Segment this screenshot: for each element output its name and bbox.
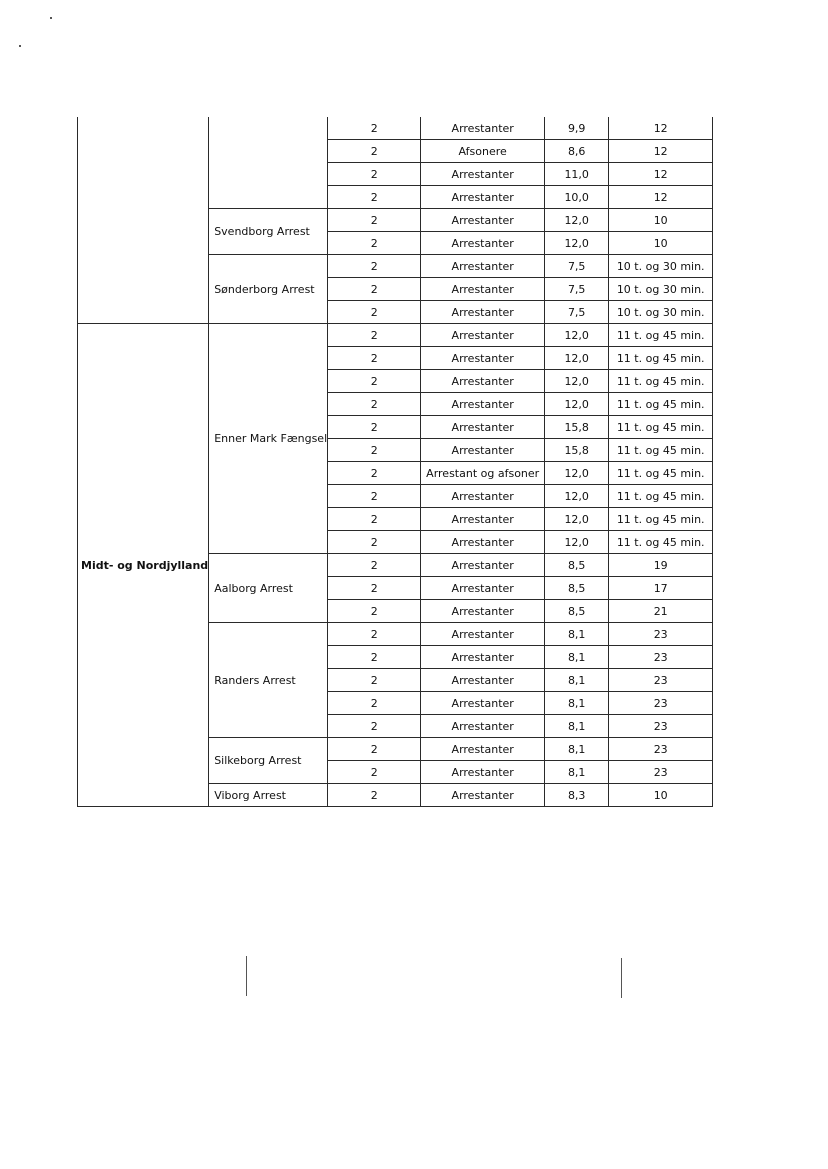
cell-hours: 21 — [609, 600, 713, 623]
cell-hours: 23 — [609, 646, 713, 669]
cell-hours: 11 t. og 45 min. — [609, 508, 713, 531]
cell-count: 2 — [328, 232, 421, 255]
cell-hours: 23 — [609, 761, 713, 784]
cell-hours: 19 — [609, 554, 713, 577]
cell-inmate-type: Arrestanter — [421, 600, 545, 623]
cell-hours: 10 t. og 30 min. — [609, 278, 713, 301]
cell-inmate-type: Arrestant og afsoner — [421, 462, 545, 485]
cell-count: 2 — [328, 301, 421, 324]
facility-name-cell: Randers Arrest — [209, 623, 328, 738]
cell-hours: 10 — [609, 209, 713, 232]
cell-count: 2 — [328, 278, 421, 301]
cell-inmate-type: Arrestanter — [421, 784, 545, 807]
cell-area: 8,6 — [545, 140, 609, 163]
cell-count: 2 — [328, 393, 421, 416]
cell-count: 2 — [328, 370, 421, 393]
facility-name-cell: Enner Mark Fængsel — [209, 324, 328, 554]
region-cell — [78, 117, 209, 324]
cell-hours: 23 — [609, 623, 713, 646]
cell-area: 15,8 — [545, 416, 609, 439]
cell-inmate-type: Arrestanter — [421, 485, 545, 508]
cell-count: 2 — [328, 623, 421, 646]
cell-hours: 10 t. og 30 min. — [609, 301, 713, 324]
cell-area: 10,0 — [545, 186, 609, 209]
cell-area: 8,1 — [545, 692, 609, 715]
cell-inmate-type: Afsonere — [421, 140, 545, 163]
cell-count: 2 — [328, 209, 421, 232]
facility-name-cell: Aalborg Arrest — [209, 554, 328, 623]
cell-area: 12,0 — [545, 209, 609, 232]
cell-inmate-type: Arrestanter — [421, 577, 545, 600]
cell-hours: 11 t. og 45 min. — [609, 393, 713, 416]
cell-hours: 12 — [609, 163, 713, 186]
cell-hours: 17 — [609, 577, 713, 600]
scan-speck — [19, 45, 21, 47]
cell-hours: 23 — [609, 669, 713, 692]
cell-area: 8,5 — [545, 600, 609, 623]
cell-inmate-type: Arrestanter — [421, 531, 545, 554]
cell-inmate-type: Arrestanter — [421, 301, 545, 324]
cell-area: 8,1 — [545, 669, 609, 692]
cell-inmate-type: Arrestanter — [421, 232, 545, 255]
cell-count: 2 — [328, 117, 421, 140]
cell-hours: 12 — [609, 140, 713, 163]
cell-hours: 23 — [609, 738, 713, 761]
cell-area: 8,1 — [545, 646, 609, 669]
region-cell: Midt- og Nordjylland — [78, 324, 209, 807]
cell-inmate-type: Arrestanter — [421, 278, 545, 301]
cell-area: 12,0 — [545, 232, 609, 255]
cell-inmate-type: Arrestanter — [421, 554, 545, 577]
facility-table — [77, 117, 713, 807]
cell-hours: 11 t. og 45 min. — [609, 416, 713, 439]
cell-hours: 23 — [609, 715, 713, 738]
cell-count: 2 — [328, 669, 421, 692]
scan-line-left — [246, 956, 247, 996]
cell-count: 2 — [328, 324, 421, 347]
cell-hours: 23 — [609, 692, 713, 715]
cell-hours: 11 t. og 45 min. — [609, 370, 713, 393]
cell-count: 2 — [328, 186, 421, 209]
cell-count: 2 — [328, 462, 421, 485]
facility-name-cell: Silkeborg Arrest — [209, 738, 328, 784]
cell-inmate-type: Arrestanter — [421, 117, 545, 140]
cell-count: 2 — [328, 485, 421, 508]
cell-hours: 12 — [609, 117, 713, 140]
cell-inmate-type: Arrestanter — [421, 416, 545, 439]
cell-inmate-type: Arrestanter — [421, 186, 545, 209]
cell-inmate-type: Arrestanter — [421, 646, 545, 669]
cell-area: 12,0 — [545, 531, 609, 554]
cell-inmate-type: Arrestanter — [421, 439, 545, 462]
cell-count: 2 — [328, 255, 421, 278]
cell-area: 12,0 — [545, 324, 609, 347]
cell-count: 2 — [328, 508, 421, 531]
cell-count: 2 — [328, 163, 421, 186]
cell-area: 8,1 — [545, 761, 609, 784]
cell-hours: 10 t. og 30 min. — [609, 255, 713, 278]
cell-count: 2 — [328, 646, 421, 669]
facility-name-cell: Svendborg Arrest — [209, 209, 328, 255]
scan-speck — [50, 17, 52, 19]
facility-name-cell: Sønderborg Arrest — [209, 255, 328, 324]
scan-line-right — [621, 958, 622, 998]
cell-inmate-type: Arrestanter — [421, 209, 545, 232]
cell-area: 8,5 — [545, 554, 609, 577]
cell-count: 2 — [328, 577, 421, 600]
cell-inmate-type: Arrestanter — [421, 669, 545, 692]
cell-inmate-type: Arrestanter — [421, 370, 545, 393]
cell-hours: 11 t. og 45 min. — [609, 485, 713, 508]
cell-count: 2 — [328, 531, 421, 554]
cell-inmate-type: Arrestanter — [421, 324, 545, 347]
cell-hours: 11 t. og 45 min. — [609, 439, 713, 462]
cell-area: 8,1 — [545, 715, 609, 738]
cell-inmate-type: Arrestanter — [421, 623, 545, 646]
cell-count: 2 — [328, 140, 421, 163]
cell-inmate-type: Arrestanter — [421, 761, 545, 784]
cell-inmate-type: Arrestanter — [421, 715, 545, 738]
cell-area: 7,5 — [545, 255, 609, 278]
cell-hours: 10 — [609, 232, 713, 255]
cell-count: 2 — [328, 416, 421, 439]
cell-area: 12,0 — [545, 485, 609, 508]
facility-name-cell — [209, 117, 328, 209]
cell-hours: 10 — [609, 784, 713, 807]
cell-hours: 11 t. og 45 min. — [609, 324, 713, 347]
cell-count: 2 — [328, 347, 421, 370]
facility-name-cell: Viborg Arrest — [209, 784, 328, 807]
cell-count: 2 — [328, 784, 421, 807]
cell-area: 12,0 — [545, 370, 609, 393]
cell-hours: 12 — [609, 186, 713, 209]
cell-area: 8,1 — [545, 738, 609, 761]
cell-count: 2 — [328, 439, 421, 462]
cell-hours: 11 t. og 45 min. — [609, 347, 713, 370]
cell-area: 12,0 — [545, 508, 609, 531]
cell-hours: 11 t. og 45 min. — [609, 462, 713, 485]
cell-area: 12,0 — [545, 393, 609, 416]
table-row — [78, 324, 713, 347]
cell-inmate-type: Arrestanter — [421, 692, 545, 715]
cell-count: 2 — [328, 761, 421, 784]
cell-area: 8,1 — [545, 623, 609, 646]
cell-area: 9,9 — [545, 117, 609, 140]
cell-inmate-type: Arrestanter — [421, 163, 545, 186]
cell-count: 2 — [328, 738, 421, 761]
cell-inmate-type: Arrestanter — [421, 347, 545, 370]
cell-area: 8,5 — [545, 577, 609, 600]
cell-area: 7,5 — [545, 301, 609, 324]
cell-hours: 11 t. og 45 min. — [609, 531, 713, 554]
cell-inmate-type: Arrestanter — [421, 393, 545, 416]
cell-area: 8,3 — [545, 784, 609, 807]
cell-inmate-type: Arrestanter — [421, 738, 545, 761]
cell-count: 2 — [328, 692, 421, 715]
cell-area: 12,0 — [545, 347, 609, 370]
table-row — [78, 117, 713, 140]
cell-count: 2 — [328, 554, 421, 577]
document-table-container — [77, 117, 713, 807]
cell-inmate-type: Arrestanter — [421, 255, 545, 278]
cell-count: 2 — [328, 715, 421, 738]
cell-area: 15,8 — [545, 439, 609, 462]
cell-area: 7,5 — [545, 278, 609, 301]
cell-area: 12,0 — [545, 462, 609, 485]
cell-area: 11,0 — [545, 163, 609, 186]
cell-inmate-type: Arrestanter — [421, 508, 545, 531]
cell-count: 2 — [328, 600, 421, 623]
facility-table-body — [78, 117, 713, 807]
